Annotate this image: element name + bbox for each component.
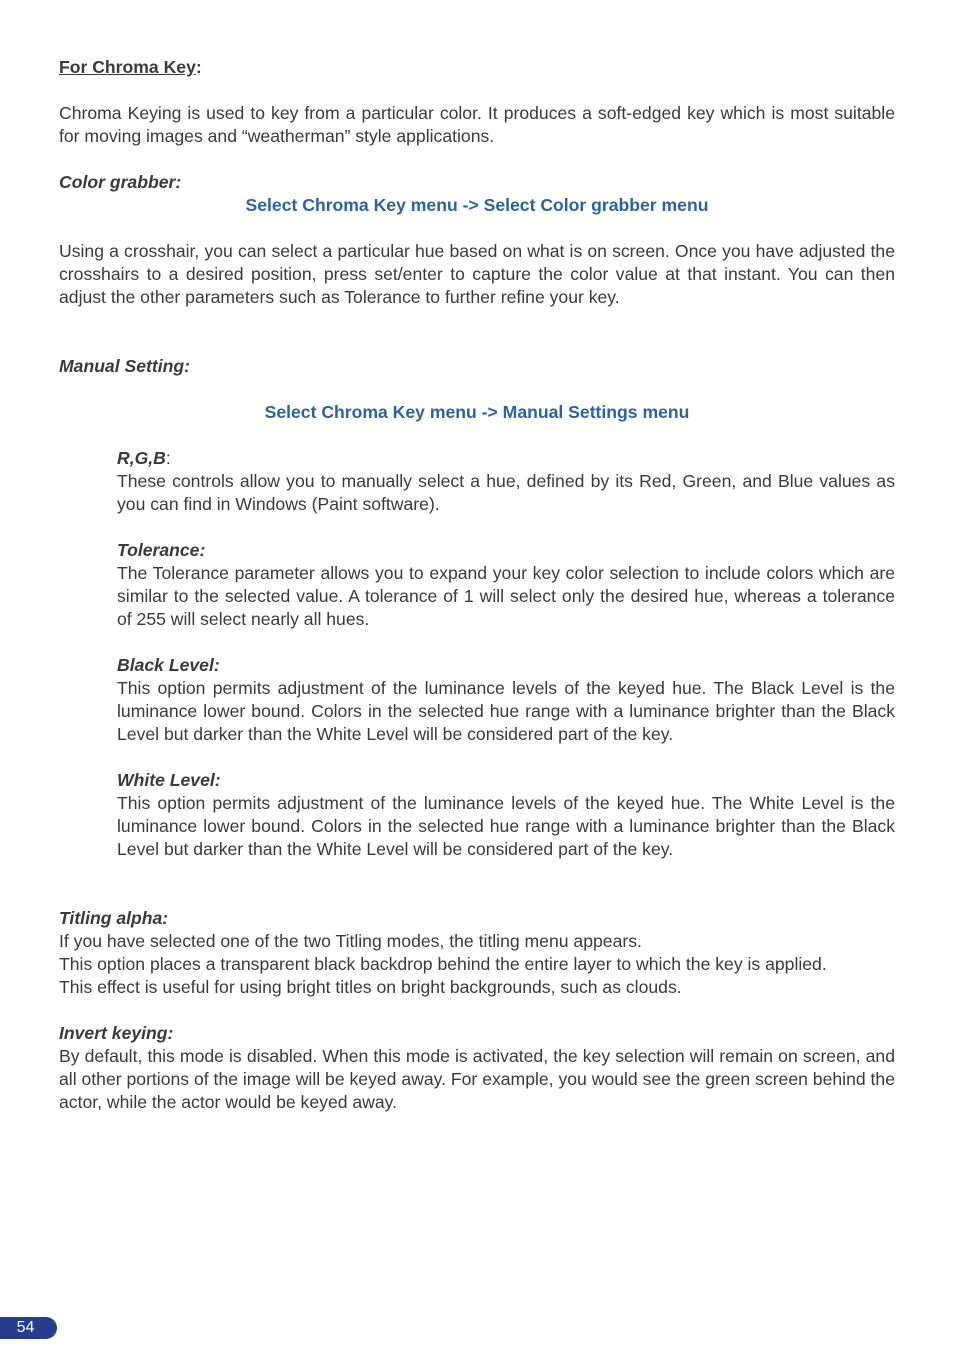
titling-alpha-heading: Titling alpha: <box>59 908 169 928</box>
color-grabber-text: Using a crosshair, you can select a particular hue based on what is on screen. Once you have adjusted the crosshairs to a desired position, press set/enter to capture the color value at that instant. You can then adjust the other parameters such as Tolerance to further refine your key. <box>59 241 895 307</box>
invert-keying-text: By default, this mode is disabled. When this mode is activated, the key selection will remain on screen, and all other portions of the image will be keyed away. For example, you would see the green screen behind the actor, while the actor would be keyed away. <box>59 1046 895 1112</box>
manual-setting-menu-path: Select Chroma Key menu -> Manual Settings menu <box>264 402 690 422</box>
page-number: 54 <box>16 1319 35 1336</box>
section-title-colon: : <box>195 57 202 77</box>
titling-alpha-line: This option places a transparent black backdrop behind the entire layer to which the key is applied. <box>59 954 827 974</box>
rgb-heading: R,G,B <box>117 448 166 468</box>
section-heading <box>59 56 895 79</box>
manual-setting-items <box>117 447 895 861</box>
intro-paragraph: Chroma Keying is used to key from a particular color. It produces a soft-edged key which is most suitable for moving images and “weatherman” style applications. <box>59 103 895 146</box>
page-content <box>59 56 895 1114</box>
color-grabber-heading: Color grabber: <box>59 172 182 192</box>
black-level-text: This option permits adjustment of the luminance levels of the keyed hue. The Black Level is the luminance lower bound. Colors in the selected hue range with a luminance brighter than the Black Level but darker than the White Level will be considered part of the key. <box>117 678 895 744</box>
tolerance-text: The Tolerance parameter allows you to expand your key color selection to include colors which are similar to the selected value. A tolerance of 1 will select only the desired hue, whereas a tolerance of 255 will select nearly all hues. <box>117 563 895 629</box>
page-number-badge <box>0 1317 57 1339</box>
manual-item-rgb <box>117 447 895 516</box>
titling-alpha-line: This effect is useful for using bright titles on bright backgrounds, such as clouds. <box>59 977 682 997</box>
manual-item-white-level <box>117 769 895 861</box>
white-level-text: This option permits adjustment of the luminance levels of the keyed hue. The White Level is the luminance lower bound. Colors in the selected hue range with a luminance brighter than the Black Level but darker than the White Level will be considered part of the key. <box>117 793 895 859</box>
manual-setting-heading: Manual Setting: <box>59 356 190 376</box>
manual-item-black-level <box>117 654 895 746</box>
tolerance-heading: Tolerance: <box>117 540 206 560</box>
black-level-heading: Black Level: <box>117 655 220 675</box>
manual-item-tolerance <box>117 539 895 631</box>
rgb-heading-colon: : <box>165 448 171 468</box>
invert-keying-heading: Invert keying: <box>59 1023 174 1043</box>
section-title: For Chroma Key <box>59 57 196 77</box>
color-grabber-menu-path: Select Chroma Key menu -> Select Color grabber menu <box>245 195 709 215</box>
titling-alpha-line: If you have selected one of the two Titling modes, the titling menu appears. <box>59 931 642 951</box>
white-level-heading: White Level: <box>117 770 221 790</box>
rgb-text: These controls allow you to manually select a hue, defined by its Red, Green, and Blue values as you can find in Windows (Paint software). <box>117 471 895 514</box>
